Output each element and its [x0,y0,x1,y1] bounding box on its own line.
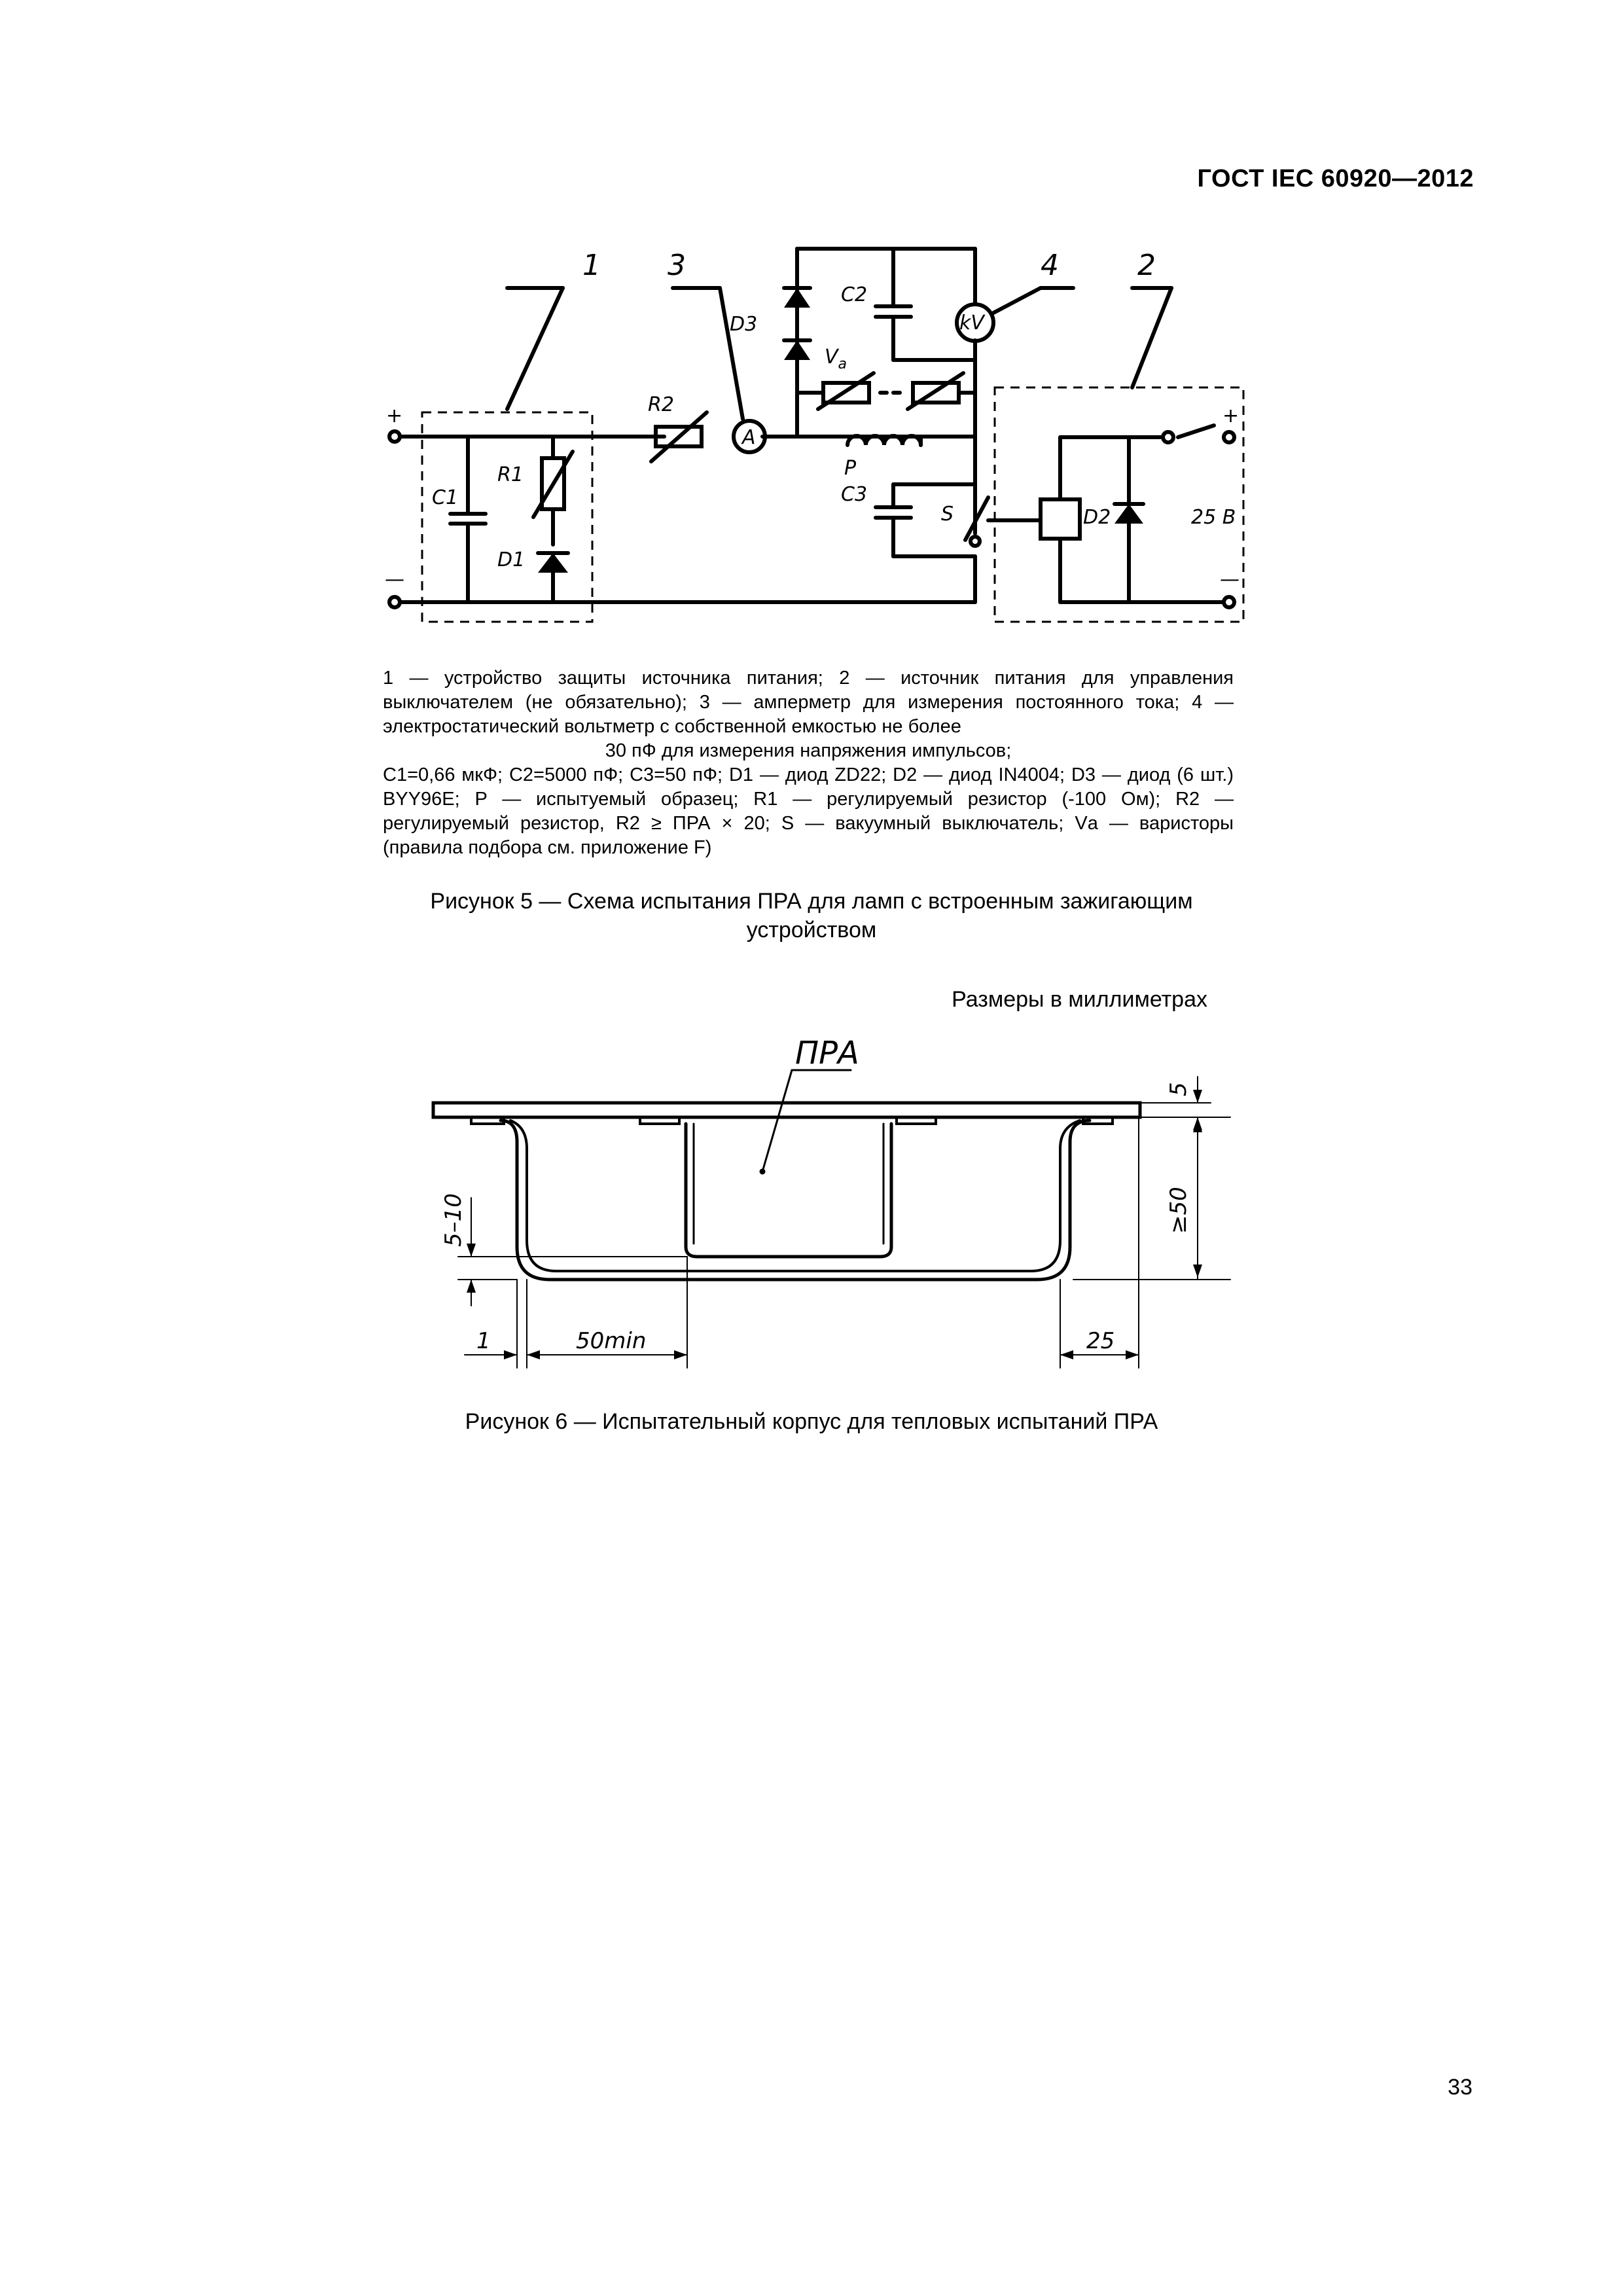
dim-25: 25 [1086,1328,1115,1354]
label-pra: ПРА [795,1035,859,1071]
legend-paragraph: C1=0,66 мкФ; C2=5000 пФ; C3=50 пФ; D1 — диод ZD22; D2 — диод IN4004; D3 — диод (6 шт.) BYY96E; P — испытуемый образец; R1 — регулируемый резистор (-100 Ом); R2 — регулируемый резистор, R2 ≥ ПРА × 20; S — вакуумный выключатель; Vа — варисторы (правила подбора см. приложение F) [383,764,1234,858]
label-d1: D1 [497,548,526,571]
figure-5-caption: Рисунок 5 — Схема испытания ПРА для ламп с встроенным зажигающим устройством [430,889,1193,942]
legend-paragraph: 30 пФ для измерения напряжения импульсов; [605,740,1012,761]
label-kv: kV [959,312,984,334]
label-25v: 25 В [1191,506,1236,529]
label-r1: R1 [497,463,524,486]
units-note: Размеры в миллиметрах [952,987,1207,1012]
dim-ge50: ≥50 [1166,1187,1192,1234]
label-c1: C1 [432,486,459,509]
figure-6-caption: Рисунок 6 — Испытательный корпус для тепловых испытаний ПРА [465,1409,1158,1434]
label-ammeter: A [742,426,756,449]
callout-3: 3 [668,249,686,282]
terminal-plus-left: + [386,404,403,427]
label-d3: D3 [730,313,758,336]
label-va: $V_a$ [825,346,847,372]
terminal-minus-right: — [1220,568,1240,591]
dim-5: 5 [1166,1082,1192,1096]
label-c3: C3 [841,483,868,506]
terminal-plus-right: + [1222,404,1240,427]
callout-1: 1 [582,249,601,282]
dim-5-10: 5–10 [440,1193,467,1247]
terminal-minus-left: — [385,568,404,591]
dim-50min: 50min [576,1328,647,1354]
legend-paragraph: 1 — устройство защиты источника питания; 2 — источник питания для управления выключателем (не обязательно); 3 — амперметр для измерения постоянного тока; 4 — электростатический вольтметр с собственной емкостью не более [383,668,1234,737]
label-c2: C2 [841,283,868,306]
label-r2: R2 [648,393,674,416]
page-number: 33 [1448,2075,1472,2100]
callout-2: 2 [1137,249,1156,282]
label-p: P [844,457,857,480]
label-d2: D2 [1083,506,1111,529]
document-header: ГОСТ IEC 60920—2012 [1197,165,1474,192]
callout-4: 4 [1041,249,1059,282]
label-s: S [941,503,954,526]
dim-1: 1 [476,1328,491,1354]
